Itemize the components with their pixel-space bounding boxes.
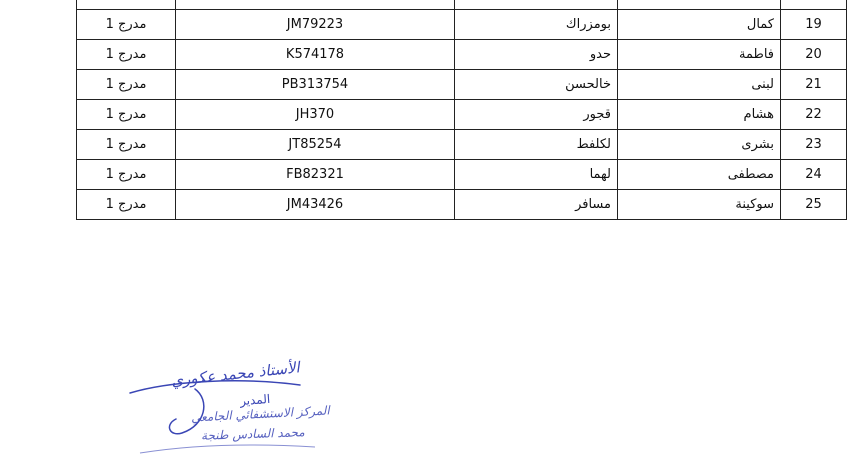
table-row-partial — [77, 0, 847, 10]
last-name-cell: خالحسن — [455, 70, 618, 100]
last-name-cell: بومزراك — [455, 10, 618, 40]
last-name-cell: حدو — [455, 40, 618, 70]
last-name-cell: قجور — [455, 100, 618, 130]
row-number-cell: 20 — [781, 40, 847, 70]
table-row — [77, 70, 847, 100]
signature-role: المدير — [239, 391, 271, 409]
first-name-cell: سوكينة — [618, 190, 781, 220]
first-name-cell: بشرى — [618, 130, 781, 160]
stamp-institution: المركز الاستشفائي الجامعي — [190, 403, 331, 425]
hall-cell: مدرج 1 — [77, 10, 176, 40]
id-cell: JM43426 — [176, 190, 455, 220]
row-number-cell: 23 — [781, 130, 847, 160]
first-name-cell: مصطفى — [618, 160, 781, 190]
id-cell: JM79223 — [176, 10, 455, 40]
signature-stamp — [100, 355, 340, 465]
hall-cell: مدرج 1 — [77, 70, 176, 100]
student-table — [76, 0, 847, 220]
table-row — [77, 10, 847, 40]
first-name-cell: هشام — [618, 100, 781, 130]
id-cell: JT85254 — [176, 130, 455, 160]
first-name-cell: كمال — [618, 10, 781, 40]
row-number-cell: 19 — [781, 10, 847, 40]
row-number-cell: 21 — [781, 70, 847, 100]
signature-name: الأستاذ محمد عكوري — [170, 358, 301, 390]
last-name-cell: لكلفط — [455, 130, 618, 160]
hall-cell: مدرج 1 — [77, 100, 176, 130]
table-row — [77, 100, 847, 130]
last-name-cell: لهما — [455, 160, 618, 190]
first-name-cell: فاطمة — [618, 40, 781, 70]
hall-cell: مدرج 1 — [77, 190, 176, 220]
hall-cell: مدرج 1 — [77, 40, 176, 70]
last-name-cell: مسافر — [455, 190, 618, 220]
table-row — [77, 190, 847, 220]
row-number-cell: 25 — [781, 190, 847, 220]
hall-cell: مدرج 1 — [77, 160, 176, 190]
table-row — [77, 160, 847, 190]
first-name-cell: لبنى — [618, 70, 781, 100]
row-number-cell: 24 — [781, 160, 847, 190]
stamp-city: محمد السادس طنجة — [201, 425, 306, 443]
id-cell: JH370 — [176, 100, 455, 130]
table-row — [77, 40, 847, 70]
id-cell: K574178 — [176, 40, 455, 70]
hall-cell: مدرج 1 — [77, 130, 176, 160]
id-cell: FB82321 — [176, 160, 455, 190]
table-row — [77, 130, 847, 160]
id-cell: PB313754 — [176, 70, 455, 100]
row-number-cell: 22 — [781, 100, 847, 130]
